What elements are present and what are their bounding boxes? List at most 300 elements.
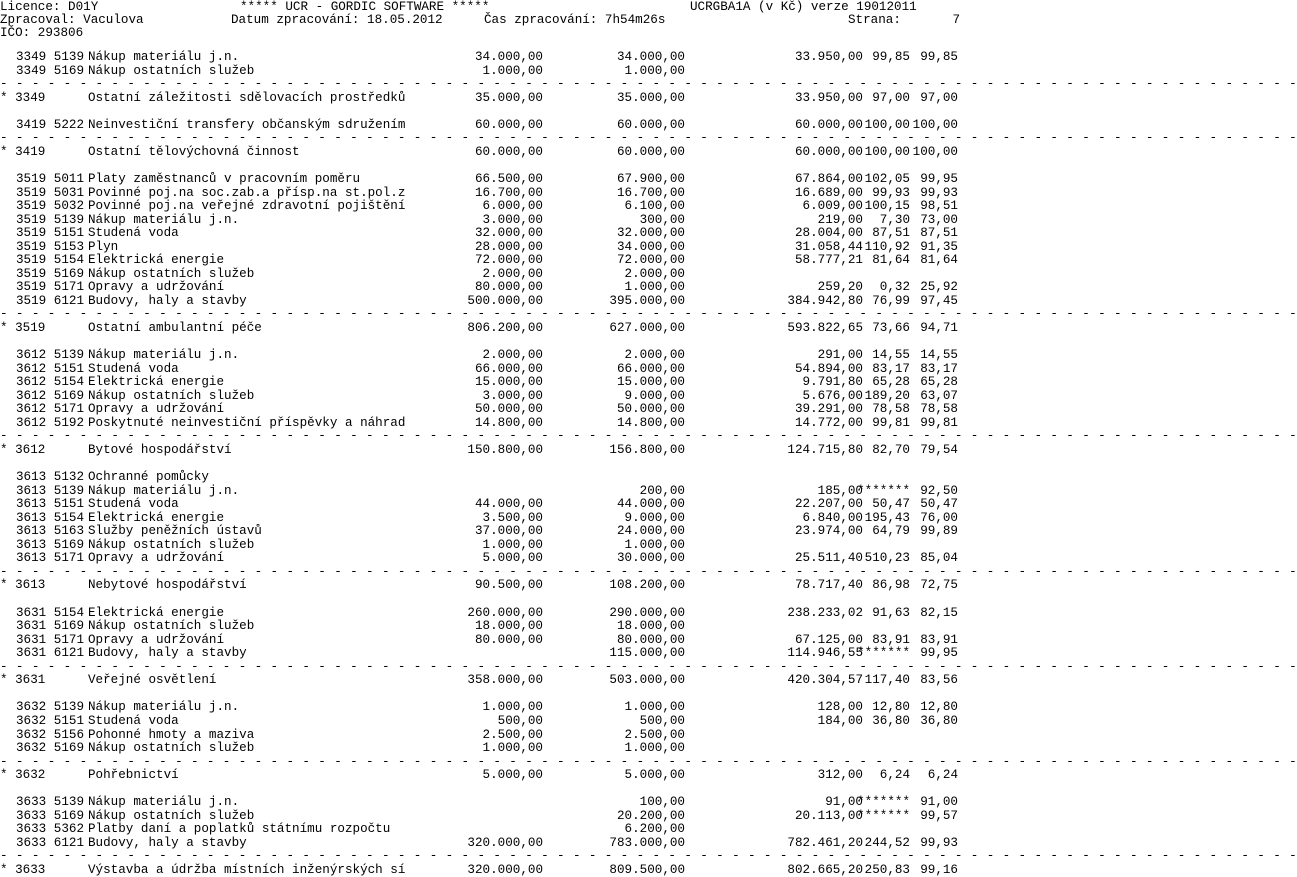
account-code: * 3631 xyxy=(0,673,46,688)
account-code: 3632 5139 xyxy=(16,700,85,715)
account-code: 3519 5032 xyxy=(16,199,85,214)
percent-approved: 7,30 xyxy=(879,212,910,227)
adjusted-budget: 6.100,00 xyxy=(624,199,685,214)
account-code: 3633 5362 xyxy=(16,822,85,837)
table-row xyxy=(0,836,960,850)
percent-adjusted: 25,92 xyxy=(920,280,958,295)
adjusted-budget: 500,00 xyxy=(639,713,685,728)
approved-budget: 1.000,00 xyxy=(482,63,543,78)
actual-value: 33.950,00 xyxy=(794,90,863,105)
account-label: Nákup ostatních služeb xyxy=(88,619,255,634)
account-label: Plyn xyxy=(88,239,119,254)
account-code: * 3349 xyxy=(0,90,46,105)
actual-value: 23.974,00 xyxy=(794,524,863,539)
percent-approved: 510,23 xyxy=(864,551,910,566)
percent-adjusted: 99,95 xyxy=(920,646,958,661)
table-row xyxy=(0,362,960,376)
table-row xyxy=(0,470,960,484)
approved-budget: 80.000,00 xyxy=(474,280,543,295)
approved-budget: 37.000,00 xyxy=(474,524,543,539)
account-code: 3632 5169 xyxy=(16,741,85,756)
percent-approved: 65,28 xyxy=(872,375,910,390)
subtotal-row xyxy=(0,145,960,159)
dashed-separator: - - - - - - - - - - - - - - - - - - - - - - - - - - - - - - - - - - - - - - - - - - - - - - - - - - - - - - - - - - - - - - - - - - - - - - - - - - - - - - - - - - xyxy=(0,564,1297,579)
adjusted-budget: 395.000,00 xyxy=(609,293,685,308)
report-header-line-2 xyxy=(0,13,960,27)
percent-approved: 86,98 xyxy=(872,578,910,593)
table-row xyxy=(0,416,960,430)
approved-budget: 66.500,00 xyxy=(474,171,543,186)
actual-value: 60.000,00 xyxy=(794,117,863,132)
approved-budget: 60.000,00 xyxy=(474,117,543,132)
percent-adjusted: 14,55 xyxy=(920,348,958,363)
account-label: Opravy a udržování xyxy=(88,402,225,417)
approved-budget: 320.000,00 xyxy=(467,863,543,877)
actual-value: 58.777,21 xyxy=(794,253,863,268)
account-label: Platy zaměstnanců v pracovním poměru xyxy=(88,171,361,186)
adjusted-budget: 100,00 xyxy=(639,795,685,810)
percent-adjusted: 97,00 xyxy=(920,90,958,105)
account-code: 3612 5192 xyxy=(16,415,85,430)
account-label: Ostatní záležitosti sdělovacích prostředků xyxy=(88,90,406,105)
percent-adjusted: 82,15 xyxy=(920,605,958,620)
percent-approved: 99,93 xyxy=(872,185,910,200)
actual-value: 6.009,00 xyxy=(802,199,863,214)
percent-approved: 82,70 xyxy=(872,442,910,457)
version-text: UCRGBA1A (v Kč) verze 19012011 xyxy=(690,0,917,14)
adjusted-budget: 72.000,00 xyxy=(616,253,685,268)
account-label: Bytové hospodářství xyxy=(88,442,232,457)
account-label: Nákup ostatních služeb xyxy=(88,266,255,281)
approved-budget: 34.000,00 xyxy=(474,50,543,64)
approved-budget: 1.000,00 xyxy=(482,741,543,756)
approved-budget: 50.000,00 xyxy=(474,402,543,417)
approved-budget: 5.000,00 xyxy=(482,551,543,566)
percent-adjusted: 99,95 xyxy=(920,171,958,186)
adjusted-budget: 1.000,00 xyxy=(624,741,685,756)
table-row xyxy=(0,213,960,227)
approved-budget: 2.000,00 xyxy=(482,266,543,281)
adjusted-budget: 35.000,00 xyxy=(616,90,685,105)
account-code: 3419 5222 xyxy=(16,117,85,132)
table-row xyxy=(0,497,960,511)
adjusted-budget: 1.000,00 xyxy=(624,63,685,78)
percent-adjusted: 87,51 xyxy=(920,226,958,241)
adjusted-budget: 80.000,00 xyxy=(616,632,685,647)
subtotal-row xyxy=(0,91,960,105)
table-row xyxy=(0,253,960,267)
approved-budget: 358.000,00 xyxy=(467,673,543,688)
adjusted-budget: 6.200,00 xyxy=(624,822,685,837)
account-code: * 3519 xyxy=(0,321,46,335)
adjusted-budget: 1.000,00 xyxy=(624,537,685,552)
percent-approved: ******* xyxy=(857,646,910,661)
adjusted-budget: 2.500,00 xyxy=(624,727,685,742)
account-label: Veřejné osvětlení xyxy=(88,673,217,688)
percent-approved: 76,99 xyxy=(872,293,910,308)
approved-budget: 150.800,00 xyxy=(467,442,543,457)
approved-budget: 6.000,00 xyxy=(482,199,543,214)
account-code: 3632 5156 xyxy=(16,727,85,742)
table-row xyxy=(0,118,960,132)
dashed-separator: - - - - - - - - - - - - - - - - - - - - - - - - - - - - - - - - - - - - - - - - - - - - - - - - - - - - - - - - - - - - - - - - - - - - - - - - - - - - - - - - - - xyxy=(0,754,1297,769)
account-label: Studená voda xyxy=(88,497,179,512)
actual-value: 124.715,80 xyxy=(787,442,863,457)
adjusted-budget: 2.000,00 xyxy=(624,266,685,281)
table-row xyxy=(0,226,960,240)
account-label: Ostatní ambulantní péče xyxy=(88,321,262,335)
approved-budget: 80.000,00 xyxy=(474,632,543,647)
account-label: Elektrická energie xyxy=(88,605,225,620)
table-row xyxy=(0,199,960,213)
account-label: Povinné poj.na soc.zab.a přísp.na st.pol.z xyxy=(88,185,406,200)
actual-value: 31.058,44 xyxy=(794,239,863,254)
adjusted-budget: 15.000,00 xyxy=(616,375,685,390)
percent-approved: 100,15 xyxy=(864,199,910,214)
actual-value: 782.461,20 xyxy=(787,835,863,850)
account-code: 3519 5171 xyxy=(16,280,85,295)
approved-budget: 260.000,00 xyxy=(467,605,543,620)
percent-approved: ******* xyxy=(857,795,910,810)
adjusted-budget: 108.200,00 xyxy=(609,578,685,593)
account-label: Pohřebnictví xyxy=(88,768,179,783)
approved-budget: 1.000,00 xyxy=(482,537,543,552)
account-label: Neinvestiční transfery občanským sdružením xyxy=(88,117,406,132)
table-row xyxy=(0,551,960,565)
account-code: 3613 5154 xyxy=(16,510,85,525)
table-row xyxy=(0,633,960,647)
approved-budget: 16.700,00 xyxy=(474,185,543,200)
account-code: 3613 5171 xyxy=(16,551,85,566)
actual-value: 67.125,00 xyxy=(794,632,863,647)
approved-budget: 18.000,00 xyxy=(474,619,543,634)
account-code: * 3633 xyxy=(0,863,46,877)
actual-value: 6.840,00 xyxy=(802,510,863,525)
account-label: Nebytové hospodářství xyxy=(88,578,247,593)
account-code: 3631 5154 xyxy=(16,605,85,620)
adjusted-budget: 2.000,00 xyxy=(624,348,685,363)
approved-budget: 32.000,00 xyxy=(474,226,543,241)
percent-approved: 81,64 xyxy=(872,253,910,268)
percent-adjusted: 99,93 xyxy=(920,185,958,200)
account-label: Budovy, haly a stavby xyxy=(88,293,247,308)
approved-budget: 2.500,00 xyxy=(482,727,543,742)
percent-adjusted: 83,17 xyxy=(920,361,958,376)
percent-adjusted: 79,54 xyxy=(920,442,958,457)
percent-adjusted: 99,81 xyxy=(920,415,958,430)
account-code: 3612 5139 xyxy=(16,348,85,363)
account-label: Nákup materiálu j.n. xyxy=(88,795,240,810)
processing-date: Datum zpracování: 18.05.2012 xyxy=(231,13,443,27)
percent-adjusted: 99,85 xyxy=(920,50,958,64)
percent-adjusted: 83,56 xyxy=(920,673,958,688)
subtotal-row xyxy=(0,768,960,782)
percent-adjusted: 36,80 xyxy=(920,713,958,728)
account-label: Elektrická energie xyxy=(88,510,225,525)
percent-approved: 100,00 xyxy=(864,117,910,132)
approved-budget: 72.000,00 xyxy=(474,253,543,268)
actual-value: 28.004,00 xyxy=(794,226,863,241)
account-label: Ostatní tělovýchovná činnost xyxy=(88,144,300,159)
account-code: 3519 5139 xyxy=(16,212,85,227)
account-code: 3612 5154 xyxy=(16,375,85,390)
account-label: Poskytnuté neinvestiční příspěvky a náhrad xyxy=(88,415,406,430)
percent-adjusted: 65,28 xyxy=(920,375,958,390)
table-row xyxy=(0,714,960,728)
account-label: Pohonné hmoty a maziva xyxy=(88,727,255,742)
actual-value: 593.822,65 xyxy=(787,321,863,335)
adjusted-budget: 44.000,00 xyxy=(616,497,685,512)
dashed-separator: - - - - - - - - - - - - - - - - - - - - - - - - - - - - - - - - - - - - - - - - - - - - - - - - - - - - - - - - - - - - - - - - - - - - - - - - - - - - - - - - - - xyxy=(0,429,1297,444)
table-row xyxy=(0,619,960,633)
account-label: Nákup ostatních služeb xyxy=(88,63,255,78)
adjusted-budget: 60.000,00 xyxy=(616,117,685,132)
percent-adjusted: 92,50 xyxy=(920,483,958,498)
subtotal-row xyxy=(0,321,960,335)
approved-budget: 500,00 xyxy=(497,713,543,728)
percent-approved: 83,91 xyxy=(872,632,910,647)
table-row xyxy=(0,294,960,308)
account-label: Studená voda xyxy=(88,713,179,728)
account-code: 3631 5169 xyxy=(16,619,85,634)
approved-budget: 90.500,00 xyxy=(474,578,543,593)
percent-approved: 97,00 xyxy=(872,90,910,105)
account-code: * 3612 xyxy=(0,442,46,457)
approved-budget: 806.200,00 xyxy=(467,321,543,335)
account-label: Budovy, haly a stavby xyxy=(88,835,247,850)
table-row xyxy=(0,809,960,823)
report-header-line-1 xyxy=(0,0,960,14)
page-label: Strana: xyxy=(848,13,901,27)
approved-budget: 3.500,00 xyxy=(482,510,543,525)
percent-approved: 0,32 xyxy=(879,280,910,295)
actual-value: 91,00 xyxy=(825,795,863,810)
dashed-separator: - - - - - - - - - - - - - - - - - - - - - - - - - - - - - - - - - - - - - - - - - - - - - - - - - - - - - - - - - - - - - - - - - - - - - - - - - - - - - - - - - - xyxy=(0,131,1297,146)
percent-approved: 78,58 xyxy=(872,402,910,417)
table-row xyxy=(0,389,960,403)
percent-adjusted: 98,51 xyxy=(920,199,958,214)
account-code: 3632 5151 xyxy=(16,713,85,728)
percent-approved: ******* xyxy=(857,483,910,498)
dashed-separator: - - - - - - - - - - - - - - - - - - - - - - - - - - - - - - - - - - - - - - - - - - - - - - - - - - - - - - - - - - - - - - - - - - - - - - - - - - - - - - - - - - xyxy=(0,849,1297,864)
percent-approved: 189,20 xyxy=(864,388,910,403)
account-code: 3519 6121 xyxy=(16,293,85,308)
percent-adjusted: 100,00 xyxy=(912,144,958,159)
adjusted-budget: 66.000,00 xyxy=(616,361,685,376)
approved-budget: 35.000,00 xyxy=(474,90,543,105)
percent-adjusted: 6,24 xyxy=(927,768,958,783)
account-label: Studená voda xyxy=(88,361,179,376)
adjusted-budget: 50.000,00 xyxy=(616,402,685,417)
account-code: * 3419 xyxy=(0,144,46,159)
adjusted-budget: 300,00 xyxy=(639,212,685,227)
table-row xyxy=(0,511,960,525)
actual-value: 384.942,80 xyxy=(787,293,863,308)
table-row xyxy=(0,606,960,620)
percent-approved: 91,63 xyxy=(872,605,910,620)
actual-value: 259,20 xyxy=(817,280,863,295)
approved-budget: 3.000,00 xyxy=(482,388,543,403)
adjusted-budget: 20.200,00 xyxy=(616,808,685,823)
processing-time: Čas zpracování: 7h54m26s xyxy=(484,13,666,27)
percent-adjusted: 99,89 xyxy=(920,524,958,539)
table-row xyxy=(0,64,960,78)
actual-value: 128,00 xyxy=(817,700,863,715)
account-code: 3612 5171 xyxy=(16,402,85,417)
percent-adjusted: 81,64 xyxy=(920,253,958,268)
account-label: Výstavba a údržba místních inženýrských sí xyxy=(88,863,406,877)
actual-value: 39.291,00 xyxy=(794,402,863,417)
account-code: * 3632 xyxy=(0,768,46,783)
approved-budget: 500.000,00 xyxy=(467,293,543,308)
account-label: Nákup ostatních služeb xyxy=(88,808,255,823)
table-row xyxy=(0,280,960,294)
actual-value: 219,00 xyxy=(817,212,863,227)
account-label: Opravy a udržování xyxy=(88,632,225,647)
approved-budget: 3.000,00 xyxy=(482,212,543,227)
percent-adjusted: 99,16 xyxy=(920,863,958,877)
adjusted-budget: 503.000,00 xyxy=(609,673,685,688)
account-label: Nákup materiálu j.n. xyxy=(88,212,240,227)
actual-value: 14.772,00 xyxy=(794,415,863,430)
percent-adjusted: 99,93 xyxy=(920,835,958,850)
account-label: Elektrická energie xyxy=(88,253,225,268)
percent-approved: 99,85 xyxy=(872,50,910,64)
adjusted-budget: 32.000,00 xyxy=(616,226,685,241)
adjusted-budget: 34.000,00 xyxy=(616,50,685,64)
adjusted-budget: 115.000,00 xyxy=(609,646,685,661)
percent-adjusted: 83,91 xyxy=(920,632,958,647)
adjusted-budget: 14.800,00 xyxy=(616,415,685,430)
account-code: 3631 5171 xyxy=(16,632,85,647)
table-row xyxy=(0,538,960,552)
actual-value: 9.791,80 xyxy=(802,375,863,390)
account-label: Opravy a udržování xyxy=(88,551,225,566)
dashed-separator: - - - - - - - - - - - - - - - - - - - - - - - - - - - - - - - - - - - - - - - - - - - - - - - - - - - - - - - - - - - - - - - - - - - - - - - - - - - - - - - - - - xyxy=(0,659,1297,674)
adjusted-budget: 16.700,00 xyxy=(616,185,685,200)
percent-adjusted: 100,00 xyxy=(912,117,958,132)
actual-value: 420.304,57 xyxy=(787,673,863,688)
percent-approved: 117,40 xyxy=(864,673,910,688)
adjusted-budget: 156.800,00 xyxy=(609,442,685,457)
adjusted-budget: 1.000,00 xyxy=(624,700,685,715)
subtotal-row xyxy=(0,863,960,877)
table-row xyxy=(0,267,960,281)
table-row xyxy=(0,484,960,498)
table-row xyxy=(0,741,960,755)
percent-approved: 110,92 xyxy=(864,239,910,254)
account-label: Nákup ostatních služeb xyxy=(88,741,255,756)
account-label: Elektrická energie xyxy=(88,375,225,390)
percent-approved: 102,05 xyxy=(864,171,910,186)
approved-budget: 1.000,00 xyxy=(482,700,543,715)
account-code: 3631 6121 xyxy=(16,646,85,661)
percent-approved: 50,47 xyxy=(872,497,910,512)
percent-adjusted: 73,00 xyxy=(920,212,958,227)
actual-value: 78.717,40 xyxy=(794,578,863,593)
actual-value: 54.894,00 xyxy=(794,361,863,376)
account-label: Studená voda xyxy=(88,226,179,241)
actual-value: 184,00 xyxy=(817,713,863,728)
account-label: Nákup materiálu j.n. xyxy=(88,50,240,64)
adjusted-budget: 809.500,00 xyxy=(609,863,685,877)
approved-budget: 15.000,00 xyxy=(474,375,543,390)
percent-approved: 6,24 xyxy=(879,768,910,783)
account-label: Nákup materiálu j.n. xyxy=(88,483,240,498)
account-code: 3349 5139 xyxy=(16,50,85,64)
percent-adjusted: 12,80 xyxy=(920,700,958,715)
account-code: * 3613 xyxy=(0,578,46,593)
percent-adjusted: 99,57 xyxy=(920,808,958,823)
account-code: 3519 5169 xyxy=(16,266,85,281)
approved-budget: 5.000,00 xyxy=(482,768,543,783)
account-code: 3613 5151 xyxy=(16,497,85,512)
actual-value: 802.665,20 xyxy=(787,863,863,877)
percent-approved: 36,80 xyxy=(872,713,910,728)
percent-approved: 100,00 xyxy=(864,144,910,159)
percent-approved: 195,43 xyxy=(864,510,910,525)
approved-budget: 44.000,00 xyxy=(474,497,543,512)
approved-budget: 320.000,00 xyxy=(467,835,543,850)
account-code: 3519 5011 xyxy=(16,171,85,186)
table-row xyxy=(0,50,960,64)
dashed-separator: - - - - - - - - - - - - - - - - - - - - - - - - - - - - - - - - - - - - - - - - - - - - - - - - - - - - - - - - - - - - - - - - - - - - - - - - - - - - - - - - - - xyxy=(0,77,1297,92)
adjusted-budget: 18.000,00 xyxy=(616,619,685,634)
percent-approved: 244,52 xyxy=(864,835,910,850)
actual-value: 5.676,00 xyxy=(802,388,863,403)
percent-approved: 99,81 xyxy=(872,415,910,430)
approved-budget: 60.000,00 xyxy=(474,144,543,159)
account-code: 3612 5151 xyxy=(16,361,85,376)
approved-budget: 14.800,00 xyxy=(474,415,543,430)
adjusted-budget: 5.000,00 xyxy=(624,768,685,783)
account-code: 3613 5163 xyxy=(16,524,85,539)
adjusted-budget: 200,00 xyxy=(639,483,685,498)
ico-text: IČO: 293806 xyxy=(0,26,84,40)
account-label: Nákup ostatních služeb xyxy=(88,537,255,552)
adjusted-budget: 9.000,00 xyxy=(624,510,685,525)
actual-value: 114.946,55 xyxy=(787,646,863,661)
account-label: Nákup ostatních služeb xyxy=(88,388,255,403)
report-header-line-3 xyxy=(0,26,960,40)
account-code: 3633 6121 xyxy=(16,835,85,850)
page-number: 7 xyxy=(952,13,960,27)
account-code: 3613 5132 xyxy=(16,470,85,485)
account-code: 3633 5139 xyxy=(16,795,85,810)
account-code: 3519 5151 xyxy=(16,226,85,241)
account-label: Povinné poj.na veřejné zdravotní pojištění xyxy=(88,199,406,214)
actual-value: 22.207,00 xyxy=(794,497,863,512)
percent-adjusted: 85,04 xyxy=(920,551,958,566)
percent-adjusted: 94,71 xyxy=(920,321,958,335)
account-code: 3613 5169 xyxy=(16,537,85,552)
account-code: 3349 5169 xyxy=(16,63,85,78)
subtotal-row xyxy=(0,578,960,592)
adjusted-budget: 1.000,00 xyxy=(624,280,685,295)
percent-adjusted: 91,35 xyxy=(920,239,958,254)
account-label: Nákup materiálu j.n. xyxy=(88,348,240,363)
actual-value: 20.113,00 xyxy=(794,808,863,823)
approved-budget: 28.000,00 xyxy=(474,239,543,254)
actual-value: 291,00 xyxy=(817,348,863,363)
actual-value: 312,00 xyxy=(817,768,863,783)
account-label: Opravy a udržování xyxy=(88,280,225,295)
percent-adjusted: 63,07 xyxy=(920,388,958,403)
percent-adjusted: 50,47 xyxy=(920,497,958,512)
table-row xyxy=(0,240,960,254)
adjusted-budget: 67.900,00 xyxy=(616,171,685,186)
approved-budget: 66.000,00 xyxy=(474,361,543,376)
